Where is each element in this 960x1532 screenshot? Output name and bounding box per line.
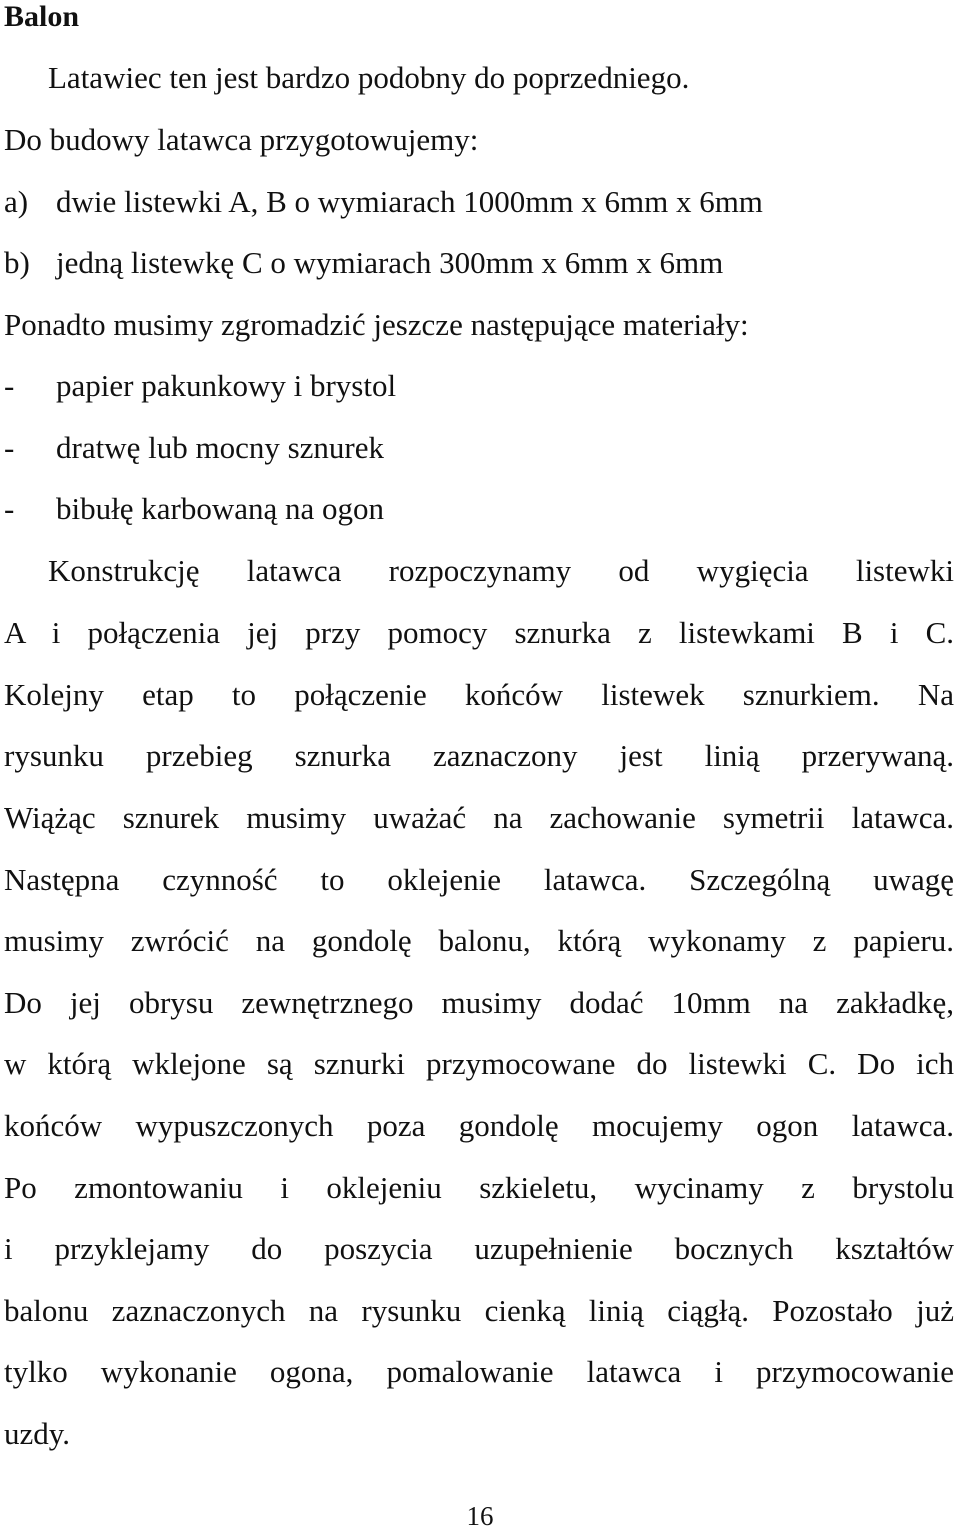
- paragraph-line: balonu zaznaczonych na rysunku cienką linią ciągłą. Pozostało już: [4, 1293, 954, 1328]
- paragraph-line: rysunku przebieg sznurka zaznaczony jest linią przerywaną.: [4, 738, 954, 773]
- paragraph-line: Konstrukcję latawca rozpoczynamy od wygięcia listewki: [48, 553, 954, 588]
- dash-marker: -: [4, 430, 15, 465]
- paragraph-line: Kolejny etap to połączenie końców listewek sznurkiem. Na: [4, 677, 954, 712]
- paragraph-line: Wiążąc sznurek musimy uważać na zachowanie symetrii latawca.: [4, 800, 954, 835]
- paragraph-line: Po zmontowaniu i oklejeniu szkieletu, wycinamy z brystolu: [4, 1170, 954, 1205]
- list-item-text: dwie listewki A, B o wymiarach 1000mm x 6mm x 6mm: [56, 184, 763, 219]
- list-item: [4, 184, 954, 220]
- material-item-text: bibułę karbowaną na ogon: [56, 491, 384, 526]
- material-item: [4, 491, 954, 527]
- section-heading: Balon: [4, 0, 80, 33]
- dash-marker: -: [4, 491, 15, 526]
- material-item-text: dratwę lub mocny sznurek: [56, 430, 384, 465]
- intro-line: Latawiec ten jest bardzo podobny do poprzedniego.: [48, 60, 690, 95]
- material-item: [4, 430, 954, 466]
- list-marker: b): [4, 245, 30, 280]
- list-item: [4, 245, 954, 281]
- paragraph-line: Do jej obrysu zewnętrznego musimy dodać 10mm na zakładkę,: [4, 985, 954, 1020]
- paragraph-line: końców wypuszczonych poza gondolę mocujemy ogon latawca.: [4, 1108, 954, 1143]
- list-item-text: jedną listewkę C o wymiarach 300mm x 6mm x 6mm: [56, 245, 724, 280]
- paragraph-line: w którą wklejone są sznurki przymocowane do listewki C. Do ich: [4, 1046, 954, 1081]
- paragraph-line: uzdy.: [4, 1416, 70, 1451]
- page-number: 16: [466, 1501, 494, 1531]
- materials-intro-line: Ponadto musimy zgromadzić jeszcze następujące materiały:: [4, 307, 749, 342]
- paragraph-line: A i połączenia jej przy pomocy sznurka z listewkami B i C.: [4, 615, 954, 650]
- paragraph-line: Następna czynność to oklejenie latawca. Szczególną uwagę: [4, 862, 954, 897]
- paragraph-line: i przyklejamy do poszycia uzupełnienie bocznych kształtów: [4, 1231, 954, 1266]
- list-marker: a): [4, 184, 29, 219]
- preparation-line: Do budowy latawca przygotowujemy:: [4, 122, 479, 157]
- paragraph-line: tylko wykonanie ogona, pomalowanie latawca i przymocowanie: [4, 1354, 954, 1389]
- material-item: [4, 368, 954, 404]
- material-item-text: papier pakunkowy i brystol: [56, 368, 397, 403]
- paragraph-line: musimy zwrócić na gondolę balonu, którą wykonamy z papieru.: [4, 923, 954, 958]
- dash-marker: -: [4, 368, 15, 403]
